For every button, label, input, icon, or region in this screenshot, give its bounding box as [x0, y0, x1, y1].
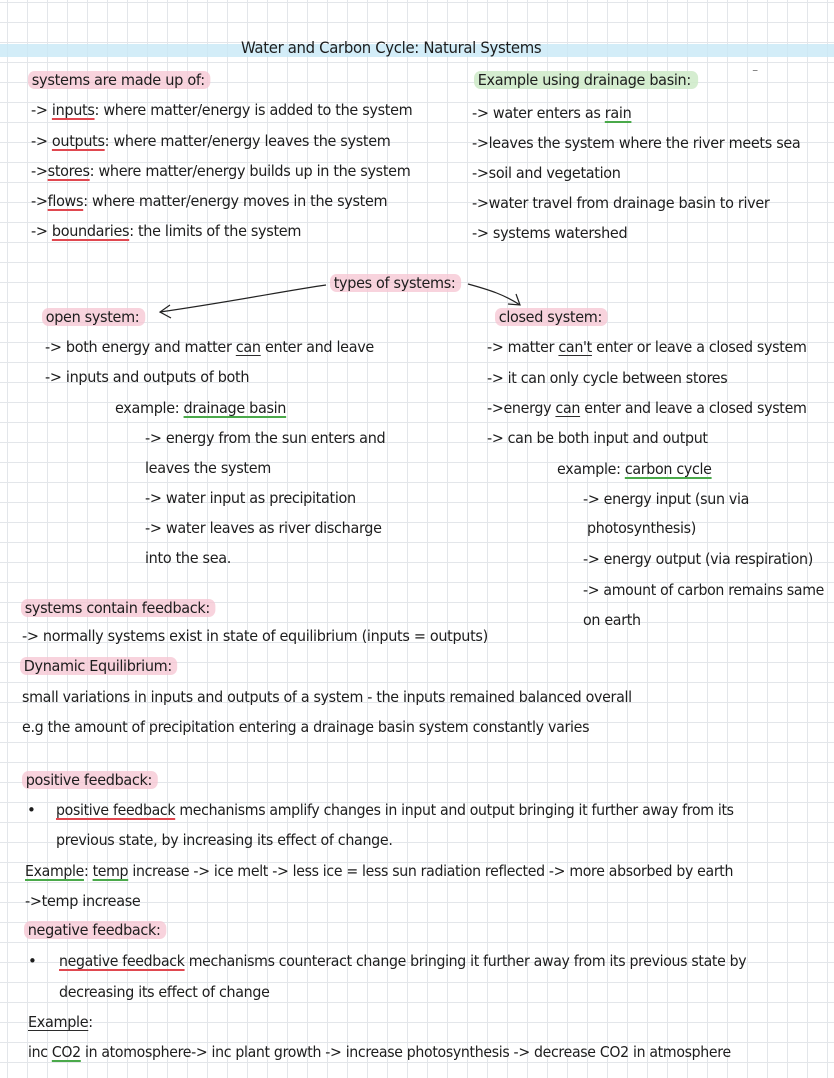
closed-example-label: example: [557, 460, 625, 478]
open-detail-5-text: into the sea. [145, 549, 232, 567]
negative-feedback-heading [24, 920, 166, 940]
open-detail-5 [145, 548, 231, 568]
drainage-line-3 [472, 163, 621, 183]
drainage-line-5 [472, 223, 627, 243]
page-title [241, 38, 541, 58]
feedback-line-1 [22, 626, 488, 646]
item-text: : the limits of the system [129, 222, 302, 240]
open-line-1 [45, 337, 374, 357]
term-outputs: outputs [51, 132, 105, 150]
corner-mark-text: ⁻ [752, 65, 758, 79]
negative-line-2 [59, 982, 270, 1002]
feedback-line-1-text: -> normally systems exist in state of equilibrium (inputs = outputs) [22, 627, 488, 645]
term-inputs: inputs [51, 101, 95, 119]
item-prefix: -> [31, 101, 52, 119]
drainage-line-4 [472, 193, 769, 213]
positive-line-1-text: mechanisms amplify changes in input and output bringing it further away from its [175, 801, 734, 819]
open-detail-4-text: -> water leaves as river discharge [145, 519, 382, 537]
term-flows: flows [47, 192, 84, 210]
closed-detail-1-text: -> energy input (sun via [583, 490, 750, 508]
closed-detail-2-text: photosynthesis) [587, 519, 697, 537]
closed-line-1-pre: -> matter [487, 338, 559, 356]
drainage-line-1-text: -> water enters as [472, 104, 605, 122]
open-example-label: example: [115, 399, 184, 417]
open-detail-3-text: -> water input as precipitation [145, 489, 356, 507]
types-heading-text: types of systems: [330, 274, 461, 292]
closed-detail-5-text: on earth [583, 611, 641, 629]
negative-example [28, 1012, 93, 1032]
arrow-to-closed-system [468, 284, 520, 305]
system-item-outputs [31, 131, 390, 151]
positive-example-line-2 [25, 891, 140, 911]
open-line-2 [45, 367, 249, 387]
positive-example-colon: : [83, 862, 93, 880]
drainage-example-heading [474, 70, 698, 90]
closed-detail-3-text: -> energy output (via respiration) [583, 550, 813, 568]
dynamic-line-2 [22, 717, 589, 737]
negative-feedback-heading-text: negative feedback: [24, 921, 166, 939]
negative-example-label: Example [28, 1013, 89, 1031]
item-text: : where matter/energy leaves the system [104, 132, 391, 150]
positive-line-1 [56, 800, 734, 820]
term-stores: stores [47, 162, 90, 180]
negative-line-1-text: mechanisms counteract change bringing it further away from its previous state by [184, 952, 747, 970]
term-cant: can't [558, 338, 592, 356]
item-prefix: -> [31, 222, 52, 240]
open-detail-3 [145, 488, 356, 508]
closed-detail-1 [583, 489, 749, 509]
closed-line-1-post: enter or leave a closed system [591, 338, 807, 356]
open-example [115, 398, 286, 418]
term-carbon-cycle: carbon cycle [624, 460, 712, 478]
closed-system-heading-text: closed system: [495, 308, 608, 326]
arrow-to-open-system [160, 285, 326, 312]
systems-heading [28, 70, 210, 90]
dynamic-line-1 [22, 687, 632, 707]
open-system-heading-text: open system: [42, 308, 145, 326]
term-can: can [235, 338, 261, 356]
open-detail-4 [145, 518, 382, 538]
closed-line-2 [487, 368, 727, 388]
negative-bullet-glyph: • [28, 952, 37, 970]
system-item-inputs [31, 100, 412, 120]
negative-example-text: in atomosphere-> inc plant growth -> increase photosynthesis -> decrease CO2 in atmosphere [80, 1043, 731, 1061]
term-temp: temp [92, 862, 129, 880]
positive-bullet [27, 800, 36, 820]
closed-line-3-pre: ->energy [487, 399, 556, 417]
positive-example-line-2-text: ->temp increase [25, 892, 141, 910]
open-line-1-pre: -> both energy and matter [45, 338, 236, 356]
term-co2: CO2 [51, 1043, 81, 1061]
feedback-heading [21, 598, 216, 618]
closed-line-3 [487, 398, 807, 418]
closed-detail-5 [583, 610, 641, 630]
drainage-line-4-text: ->water travel from drainage basin to river [472, 194, 770, 212]
positive-feedback-heading [22, 770, 158, 790]
negative-bullet [28, 951, 37, 971]
closed-detail-4-text: -> amount of carbon remains same [583, 581, 825, 599]
term-boundaries: boundaries [51, 222, 130, 240]
closed-line-4 [487, 428, 708, 448]
closed-system-heading [495, 307, 608, 327]
closed-line-1 [487, 337, 807, 357]
open-line-1-post: enter and leave [260, 338, 374, 356]
positive-example-label: Example [25, 862, 84, 880]
negative-line-1 [59, 951, 746, 971]
term-can-energy: can [555, 399, 581, 417]
negative-example-pre: inc [28, 1043, 52, 1061]
closed-detail-3 [583, 549, 813, 569]
positive-bullet-glyph: • [27, 801, 36, 819]
negative-example-line [28, 1042, 731, 1062]
arrowhead-open [160, 305, 171, 318]
term-negative-feedback: negative feedback [59, 952, 185, 970]
system-item-boundaries [31, 221, 301, 241]
dynamic-equilibrium-heading-text: Dynamic Equilibrium: [20, 657, 177, 675]
drainage-line-1 [472, 103, 631, 123]
arrowhead-closed [508, 294, 520, 305]
systems-heading-text: systems are made up of: [28, 71, 210, 89]
closed-detail-4 [583, 580, 824, 600]
closed-line-3-post: enter and leave a closed system [580, 399, 807, 417]
open-detail-1 [145, 428, 385, 448]
system-item-stores [31, 161, 410, 181]
open-detail-1-text: -> energy from the sun enters and [145, 429, 386, 447]
closed-line-4-text: -> can be both input and output [487, 429, 708, 447]
drainage-line-5-text: -> systems watershed [472, 224, 628, 242]
page-title-text: Water and Carbon Cycle: Natural Systems [241, 38, 542, 57]
item-text: : where matter/energy is added to the system [94, 101, 413, 119]
dynamic-equilibrium-heading [20, 656, 177, 676]
feedback-heading-text: systems contain feedback: [21, 599, 216, 617]
dynamic-line-1-text: small variations in inputs and outputs of a system - the inputs remained balanced overall [22, 688, 632, 706]
open-system-heading [42, 307, 145, 327]
drainage-line-3-text: ->soil and vegetation [472, 164, 621, 182]
dynamic-line-2-text: e.g the amount of precipitation entering a drainage basin system constantly varies [22, 718, 590, 736]
open-detail-2-text: leaves the system [145, 459, 272, 477]
negative-line-2-text: decreasing its effect of change [59, 983, 270, 1001]
closed-line-2-text: -> it can only cycle between stores [487, 369, 728, 387]
drainage-line-2-text: ->leaves the system where the river meets sea [472, 134, 801, 152]
positive-feedback-heading-text: positive feedback: [22, 771, 158, 789]
open-detail-2 [145, 458, 271, 478]
item-prefix: -> [31, 192, 48, 210]
open-line-2-text: -> inputs and outputs of both [45, 368, 250, 386]
item-prefix: -> [31, 132, 52, 150]
closed-example [557, 459, 712, 479]
positive-line-2-text: previous state, by increasing its effect of change. [56, 831, 393, 849]
system-item-flows [31, 191, 387, 211]
types-heading [330, 273, 461, 293]
term-rain: rain [604, 104, 632, 122]
corner-mark [752, 62, 758, 82]
negative-example-colon: : [88, 1013, 93, 1031]
item-text: : where matter/energy moves in the system [83, 192, 388, 210]
drainage-line-2 [472, 133, 800, 153]
term-drainage-basin: drainage basin [183, 399, 287, 417]
item-text: : where matter/energy builds up in the system [89, 162, 411, 180]
item-prefix: -> [31, 162, 48, 180]
positive-example [25, 861, 733, 881]
closed-detail-2 [587, 518, 696, 538]
drainage-example-heading-text: Example using drainage basin: [474, 71, 698, 89]
positive-example-text: increase -> ice melt -> less ice = less sun radiation reflected -> more absorbed by earth [128, 862, 734, 880]
term-positive-feedback: positive feedback [56, 801, 176, 819]
positive-line-2 [56, 830, 393, 850]
